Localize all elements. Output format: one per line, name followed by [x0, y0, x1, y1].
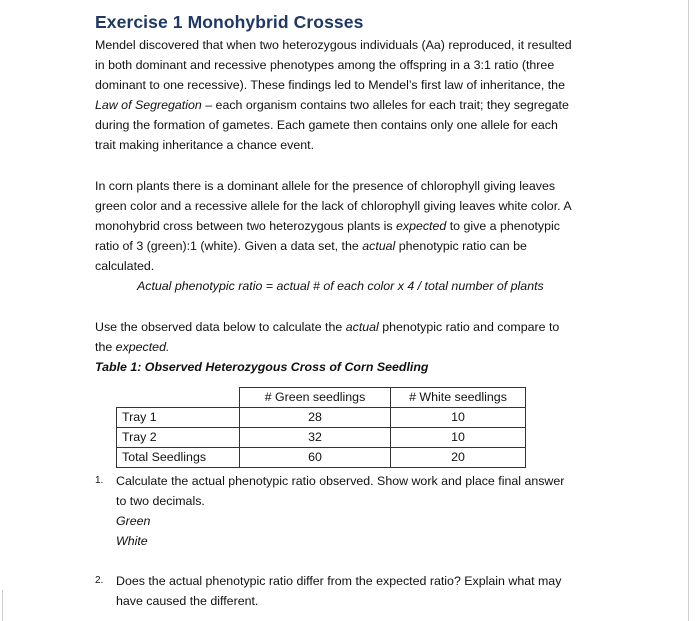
ratio-formula: Actual phenotypic ratio = actual # of each color x 4 / total number of plants: [137, 279, 544, 293]
question-text: to two decimals.: [116, 494, 205, 508]
green-count: 32: [240, 428, 391, 448]
paragraph-line: during the formation of gametes. Each gamete then contains only one allele for each: [95, 118, 558, 132]
observed-data-table: [116, 387, 526, 468]
paragraph-line: Mendel discovered that when two heterozygous individuals (Aa) reproduced, it resulted: [95, 38, 572, 52]
question-number: 2.: [95, 575, 104, 586]
row-label: Total Seedlings: [117, 448, 240, 468]
table-header-green: # Green seedlings: [240, 388, 391, 408]
paragraph-line: dominant to one recessive). These findings led to Mendel’s first law of inheritance, the: [95, 78, 565, 92]
question-number: 1.: [95, 475, 104, 486]
question-text: Calculate the actual phenotypic ratio observed. Show work and place final answer: [116, 474, 565, 488]
question-body: [116, 571, 606, 611]
page-edge-right: [688, 0, 689, 621]
table-header-white: # White seedlings: [391, 388, 526, 408]
question-text: have caused the different.: [116, 594, 259, 608]
paragraph-text: ratio of 3 (green):1 (white). Given a data set, the: [95, 239, 363, 253]
table-row: [117, 428, 526, 448]
question-text: Does the actual phenotypic ratio differ from the expected ratio? Explain what may: [116, 574, 562, 588]
page-title: Exercise 1 Monohybrid Crosses: [95, 12, 364, 32]
white-count: 10: [391, 428, 526, 448]
green-count: 28: [240, 408, 391, 428]
answer-label-green: Green: [116, 514, 151, 528]
table-header-blank: [117, 388, 240, 408]
table-row: [117, 408, 526, 428]
paragraph-line: calculated.: [95, 259, 155, 273]
question-body: [116, 471, 606, 551]
table-caption: Table 1: Observed Heterozygous Cross of Corn Seedling: [95, 360, 429, 374]
paragraph-mendel: [95, 35, 685, 155]
paragraph-line: green color and a recessive allele for the lack of chlorophyll giving leaves white color. A: [95, 199, 572, 213]
answer-label-white: White: [116, 534, 148, 548]
law-of-segregation-term: Law of Segregation: [95, 98, 202, 112]
paragraph-text: to give a phenotypic: [446, 219, 560, 233]
row-label: Tray 1: [117, 408, 240, 428]
paragraph-instructions: [95, 317, 685, 357]
paragraph-line: In corn plants there is a dominant allele for the presence of chlorophyll giving leaves: [95, 179, 556, 193]
actual-term: actual: [362, 239, 396, 253]
paragraph-line: trait making inheritance a chance event.: [95, 138, 315, 152]
page-edge-left: [2, 590, 3, 621]
table-header-row: [117, 388, 526, 408]
paragraph-text: monohybrid cross between two heterozygous plants is: [95, 219, 396, 233]
expected-term: expected: [395, 219, 447, 233]
table-row: [117, 448, 526, 468]
paragraph-text: Use the observed data below to calculate the: [95, 320, 346, 334]
paragraph-corn: [95, 176, 685, 276]
expected-term: expected.: [115, 340, 170, 354]
actual-term: actual: [345, 320, 379, 334]
paragraph-text: – each organism contains two alleles for each trait; they segregate: [201, 98, 569, 112]
paragraph-text: phenotypic ratio can be: [395, 239, 527, 253]
paragraph-text: the: [95, 340, 116, 354]
white-count: 10: [391, 408, 526, 428]
white-count: 20: [391, 448, 526, 468]
paragraph-text: phenotypic ratio and compare to: [378, 320, 560, 334]
row-label: Tray 2: [117, 428, 240, 448]
paragraph-line: in both dominant and recessive phenotypes among the offspring in a 3:1 ratio (three: [95, 58, 555, 72]
document-body: [95, 10, 685, 377]
green-count: 60: [240, 448, 391, 468]
